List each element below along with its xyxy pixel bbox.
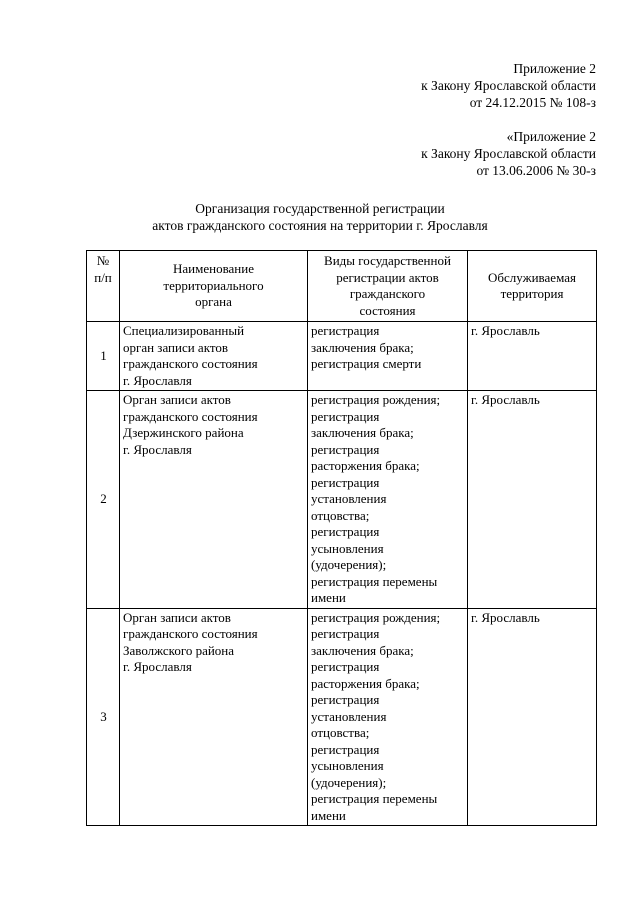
text-line: установления: [311, 708, 387, 724]
organ-name: [120, 322, 308, 391]
law-reference: к Закону Ярославской области: [421, 78, 596, 93]
text-line: заключения брака;: [311, 339, 414, 355]
text-line: п/п: [94, 269, 112, 285]
text-line: регистрация перемены: [311, 573, 438, 589]
text-line: регистрация: [311, 626, 380, 641]
text-line: установления: [311, 491, 387, 506]
text-line: (удочерения);: [311, 557, 387, 572]
text-line: заключения брака;: [311, 425, 414, 440]
text-line: имени: [311, 807, 346, 823]
territory: г. Ярославль: [468, 322, 597, 391]
text-line: регистрация: [311, 524, 380, 539]
appendix-label: Приложение 2: [513, 61, 596, 76]
text-line: регистрация: [311, 441, 380, 457]
registration-types: [308, 608, 468, 826]
appendix-header-original: [421, 128, 596, 179]
text-line: регистрация: [311, 323, 380, 338]
text-line: Виды государственной: [324, 253, 451, 268]
territory: г. Ярославль: [468, 608, 597, 826]
law-date-number: от 24.12.2015 № 108-з: [469, 95, 596, 110]
text-line: (удочерения);: [311, 774, 387, 790]
text-line: органа: [195, 294, 232, 310]
table-row: [87, 391, 597, 609]
registration-types: [308, 322, 468, 391]
text-line: гражданского состояния: [123, 356, 258, 371]
table-header-row: [87, 251, 597, 322]
registration-types: [308, 391, 468, 609]
text-line: гражданского состояния: [123, 408, 258, 424]
text-line: г. Ярославля: [123, 441, 192, 457]
header-territory: [468, 251, 597, 322]
text-line: территория: [500, 286, 564, 301]
text-line: регистрации актов: [336, 269, 439, 285]
law-date-number: от 13.06.2006 № 30-з: [476, 163, 596, 178]
organ-name: [120, 391, 308, 609]
text-line: г. Ярославля: [123, 372, 192, 388]
organ-name: [120, 608, 308, 826]
law-reference: к Закону Ярославской области: [421, 146, 596, 161]
header-organ-name: [120, 251, 308, 322]
text-line: орган записи актов: [123, 339, 228, 355]
text-line: регистрация: [311, 474, 380, 490]
text-line: гражданского состояния: [123, 626, 258, 641]
text-line: регистрация: [311, 692, 380, 707]
text-line: расторжения брака;: [311, 675, 420, 691]
text-line: усыновления: [311, 540, 384, 556]
header-registration-types: [308, 251, 468, 322]
text-line: регистрация перемены: [311, 791, 438, 806]
text-line: состояния: [359, 302, 416, 318]
territory: г. Ярославль: [468, 391, 597, 609]
text-line: регистрация рождения;: [311, 392, 441, 407]
text-line: имени: [311, 590, 346, 605]
text-line: отцовства;: [311, 507, 370, 523]
text-line: Орган записи актов: [123, 392, 231, 407]
text-line: регистрация рождения;: [311, 609, 441, 625]
title-line-1: Организация государственной регистрации: [195, 201, 445, 216]
appendix-label: «Приложение 2: [506, 129, 596, 144]
text-line: Специализированный: [123, 323, 245, 338]
document-title: [0, 200, 640, 234]
text-line: Дзержинского района: [123, 425, 244, 440]
text-line: усыновления: [311, 758, 384, 773]
text-line: регистрация: [311, 659, 380, 674]
text-line: регистрация: [311, 408, 380, 424]
row-number: 3: [87, 608, 120, 826]
text-line: Заволжского района: [123, 642, 235, 658]
text-line: заключения брака;: [311, 642, 414, 658]
table-row: [87, 608, 597, 826]
text-line: №: [96, 253, 110, 268]
header-number: [87, 251, 120, 322]
text-line: Обслуживаемая: [488, 269, 576, 285]
text-line: гражданского: [349, 286, 426, 301]
registration-table: [86, 250, 597, 826]
row-number: 1: [87, 322, 120, 391]
text-line: Орган записи актов: [123, 609, 231, 625]
text-line: расторжения брака;: [311, 458, 420, 473]
text-line: регистрация: [311, 741, 380, 757]
appendix-header-current: [421, 60, 596, 111]
title-line-2: актов гражданского состояния на территории г. Ярославля: [152, 218, 488, 233]
text-line: Наименование: [173, 261, 254, 277]
text-line: отцовства;: [311, 725, 370, 740]
row-number: 2: [87, 391, 120, 609]
text-line: территориального: [163, 277, 264, 293]
text-line: регистрация смерти: [311, 356, 422, 371]
table-row: [87, 322, 597, 391]
text-line: г. Ярославля: [123, 659, 192, 674]
